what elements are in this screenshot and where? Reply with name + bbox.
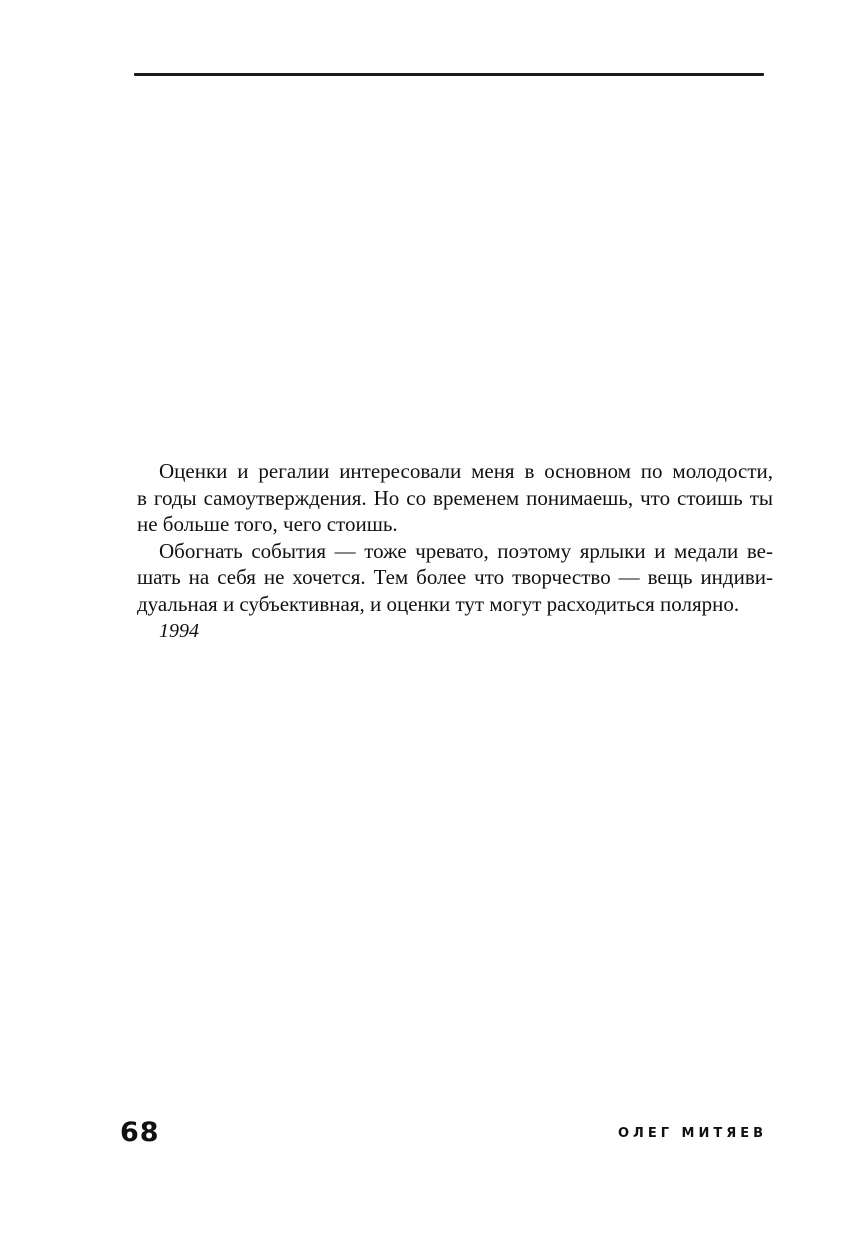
paragraph-2 bbox=[137, 538, 773, 618]
running-head-author: ОЛЕГ МИТЯЕВ bbox=[617, 1126, 767, 1141]
paragraph-1 bbox=[137, 458, 773, 538]
page-number: 68 bbox=[120, 1117, 160, 1148]
paragraph-line: не больше того, чего стоишь. bbox=[137, 512, 398, 536]
top-rule bbox=[134, 73, 764, 76]
paragraph-line: в годы самоутверждения. Но со временем понимаешь, что стоишь ты bbox=[137, 485, 773, 510]
paragraph-line: дуальная и субъективная, и оценки тут могут расходиться полярно. bbox=[137, 591, 740, 616]
main-text bbox=[137, 458, 773, 617]
date: 1994 bbox=[159, 620, 199, 642]
paragraph-line: Оценки и регалии интересовали меня в основном по молодости, bbox=[159, 459, 773, 483]
paragraph-line: шать на себя не хочется. Тем более что творчество — вещь индиви- bbox=[137, 565, 773, 589]
paragraph-line: Обогнать события — тоже чревато, поэтому ярлыки и медали ве- bbox=[159, 538, 773, 563]
